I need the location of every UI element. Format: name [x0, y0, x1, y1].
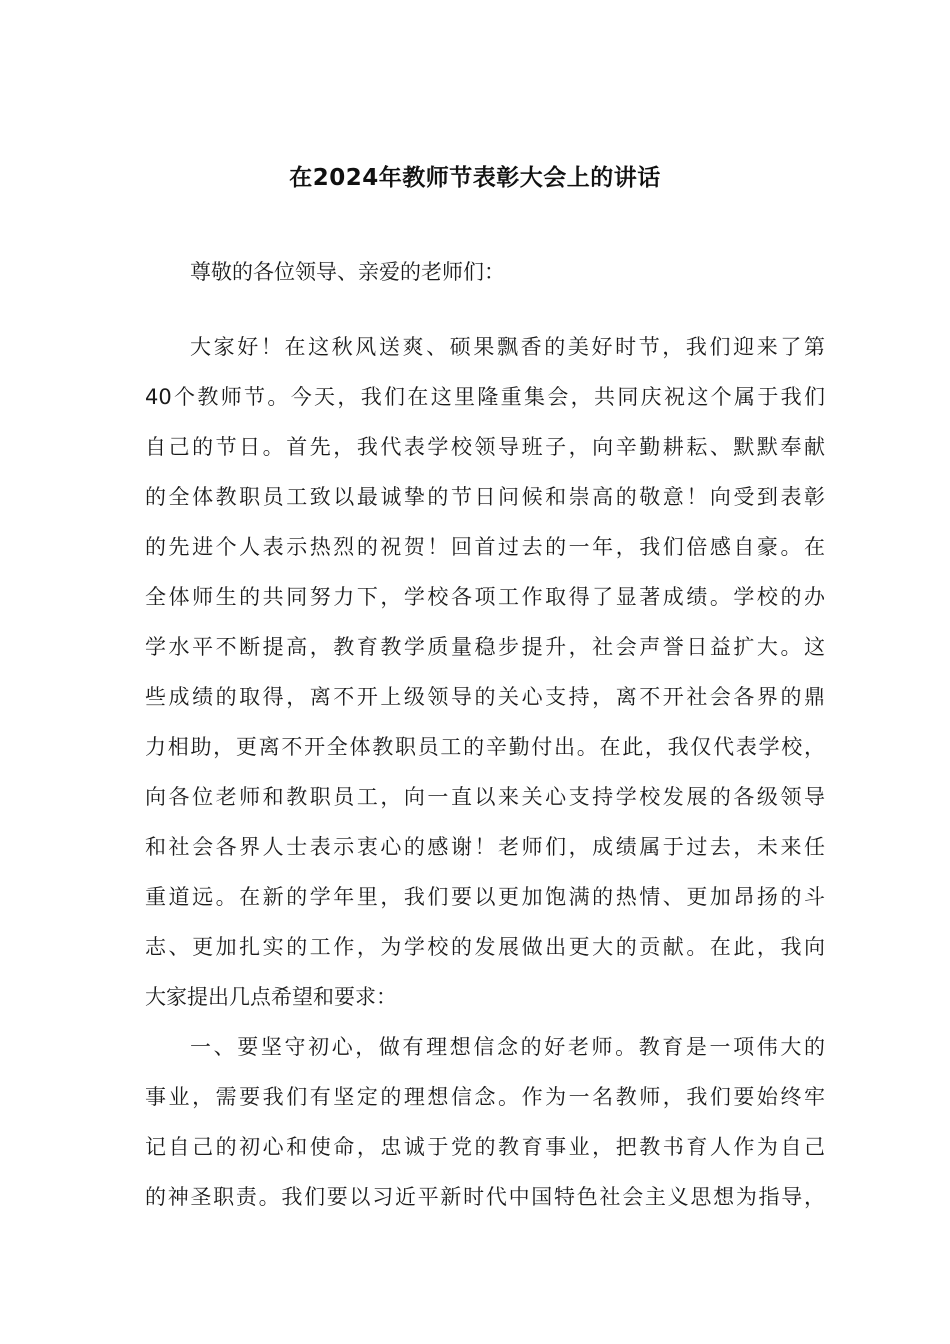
body-line: 事业，需要我们有坚定的理想信念。作为一名教师，我们要始终牢 [145, 1085, 825, 1109]
body-line: 一、要坚守初心，做有理想信念的好老师。教育是一项伟大的 [190, 1035, 825, 1059]
body-line: 大家好！在这秋风送爽、硕果飘香的美好时节，我们迎来了第 [190, 335, 825, 359]
salutation-line: 尊敬的各位领导、亲爱的老师们： [190, 260, 505, 284]
body-line: 的先进个人表示热烈的祝贺！回首过去的一年，我们倍感自豪。在 [145, 535, 825, 559]
document-title: 在2024年教师节表彰大会上的讲话 [289, 165, 661, 191]
body-line: 些成绩的取得，离不开上级领导的关心支持，离不开社会各界的鼎 [145, 685, 825, 709]
body-line: 记自己的初心和使命，忠诚于党的教育事业，把教书育人作为自己 [145, 1135, 825, 1159]
body-line: 力相助，更离不开全体教职员工的辛勤付出。在此，我仅代表学校， [145, 735, 825, 759]
body-line: 全体师生的共同努力下，学校各项工作取得了显著成绩。学校的办 [145, 585, 825, 609]
body-line: 向各位老师和教职员工，向一直以来关心支持学校发展的各级领导 [145, 785, 825, 809]
body-line: 和社会各界人士表示衷心的感谢！老师们，成绩属于过去，未来任 [145, 835, 825, 859]
body-line: 的神圣职责。我们要以习近平新时代中国特色社会主义思想为指导， [145, 1185, 825, 1209]
body-line: 重道远。在新的学年里，我们要以更加饱满的热情、更加昂扬的斗 [145, 885, 825, 909]
body-line: 志、更加扎实的工作，为学校的发展做出更大的贡献。在此，我向 [145, 935, 825, 959]
body-line: 自己的节日。首先，我代表学校领导班子，向辛勤耕耘、默默奉献 [145, 435, 825, 459]
body-line: 大家提出几点希望和要求： [145, 985, 397, 1009]
body-line: 的全体教职员工致以最诚挚的节日问候和崇高的敬意！向受到表彰 [145, 485, 825, 509]
body-line: 学水平不断提高，教育教学质量稳步提升，社会声誉日益扩大。这 [145, 635, 825, 659]
body-line: 40个教师节。今天，我们在这里隆重集会，共同庆祝这个属于我们 [145, 385, 825, 409]
